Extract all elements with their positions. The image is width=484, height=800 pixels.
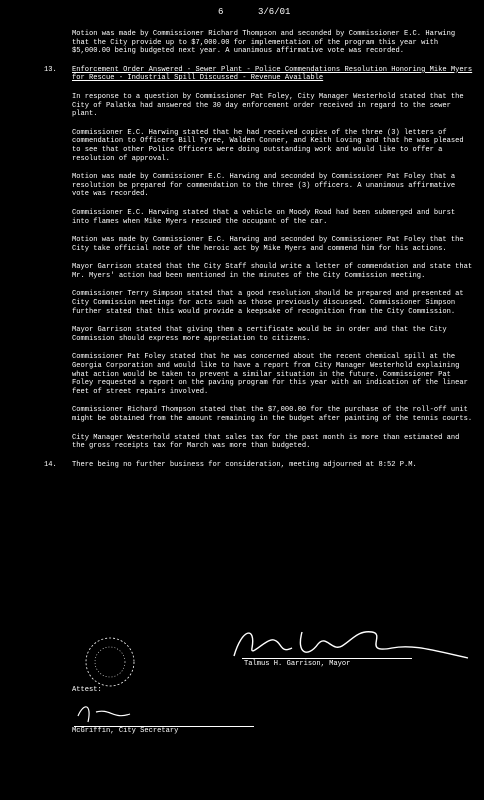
item-title: Enforcement Order Answered - Sewer Plant - Police Commendations Resolution Honoring Mike Myers for Rescue - Industrial Spill Discussed - Revenue Available: [72, 65, 473, 83]
paragraph-resolution: Commissioner Terry Simpson stated that a good resolution should be prepared and presented at City Commission meetings for acts such as those previously discussed. Commissioner Simpson further stated that this would provide a keepsake of recognition from the City Commission.: [72, 290, 464, 316]
paragraph-certificate: Mayor Garrison stated that giving them a certificate would be in order and that the City Commission should express more appreciation to citizens.: [72, 326, 447, 343]
meeting-date: 3/6/01: [258, 7, 291, 17]
clerk-name: McGriffin, City Secretary: [72, 727, 179, 735]
paragraph-commendation-letters: Commissioner E.C. Harwing stated that he had received copies of the three (3) letters of commendation to Officers Bill Tyree, Walden Conner, and Keith Loving and that he was pleased to see that other Police Officers were doing outstanding work and would like to offer a resolution of approval.: [72, 128, 464, 163]
paragraph-enforcement: In response to a question by Commissioner Pat Foley, City Manager Westerhold stated that the City of Palatka had answered the 30 day enforcement order received in regard to the sewer plant.: [72, 92, 464, 119]
paragraph-vehicle-rescue: Commissioner E.C. Harwing stated that a vehicle on Moody Road had been submerged and burst into flames when Mike Myers rescued the occupant of the car.: [72, 208, 456, 226]
paragraph-sales-tax: City Manager Westerhold stated that sales tax for the past month is more than estimated and the gross receipts tax for March was more than budgeted.: [72, 433, 460, 451]
mayor-signature-block: [222, 618, 472, 678]
mayor-signature: [222, 618, 472, 662]
attest-label: Attest:: [72, 686, 102, 694]
item-number: 13.: [44, 65, 57, 74]
mayor-name: Talmus H. Garrison, Mayor: [244, 660, 351, 668]
item-number: 14.: [44, 460, 57, 469]
page-number: 6: [218, 7, 224, 17]
attest-block: [70, 632, 190, 742]
paragraph-heroic-motion: Motion was made by Commissioner E.C. Harwing and seconded by Commissioner Pat Foley that the City take official note of the heroic act by Mike Myers and commend him for his actions.: [72, 236, 464, 253]
paragraph-adjourn: There being no further business for consideration, meeting adjourned at 8:52 P.M.: [72, 460, 417, 469]
paragraph-commendation-motion: Motion was made by Commissioner E.C. Harwing and seconded by Commissioner Pat Foley that a resolution be prepared for commendation to the three (3) officers. A unanimous affirmative vote was recorded.: [72, 173, 456, 199]
agenda-item-14: [44, 460, 476, 470]
paragraph-motion-funding: Motion was made by Commissioner Richard Thompson and seconded by Commissioner E.C. Harwing that the City provide up to $7,000.00 for implementation of the program this year with $5,000.00 being budgeted next year. A unanimous affirmative vote was recorded.: [72, 30, 456, 56]
agenda-item-13: [44, 65, 476, 83]
paragraph-chemical-spill: Commissioner Pat Foley stated that he was concerned about the recent chemical spill at the Georgia Corporation and would like to have a report from City Manager Westerhold explaining what action would be taken to prevent a similar situation in the future. Commissioner Pat Foley requested a report on the paving program for this year with an indication of the linear feet of street repairs involved.: [72, 353, 468, 396]
minutes-body: [44, 30, 476, 479]
paragraph-letter: Mayor Garrison stated that the City Staff should write a letter of commendation and state that Mr. Myers' action had been mentioned in the minutes of the City Commission meeting.: [72, 263, 473, 280]
signature-line: [242, 658, 412, 659]
paragraph-roll-off: Commissioner Richard Thompson stated that the $7,000.00 for the purchase of the roll-off unit might be obtained from the amount remaining in the budget after painting of the tennis courts.: [72, 406, 473, 423]
